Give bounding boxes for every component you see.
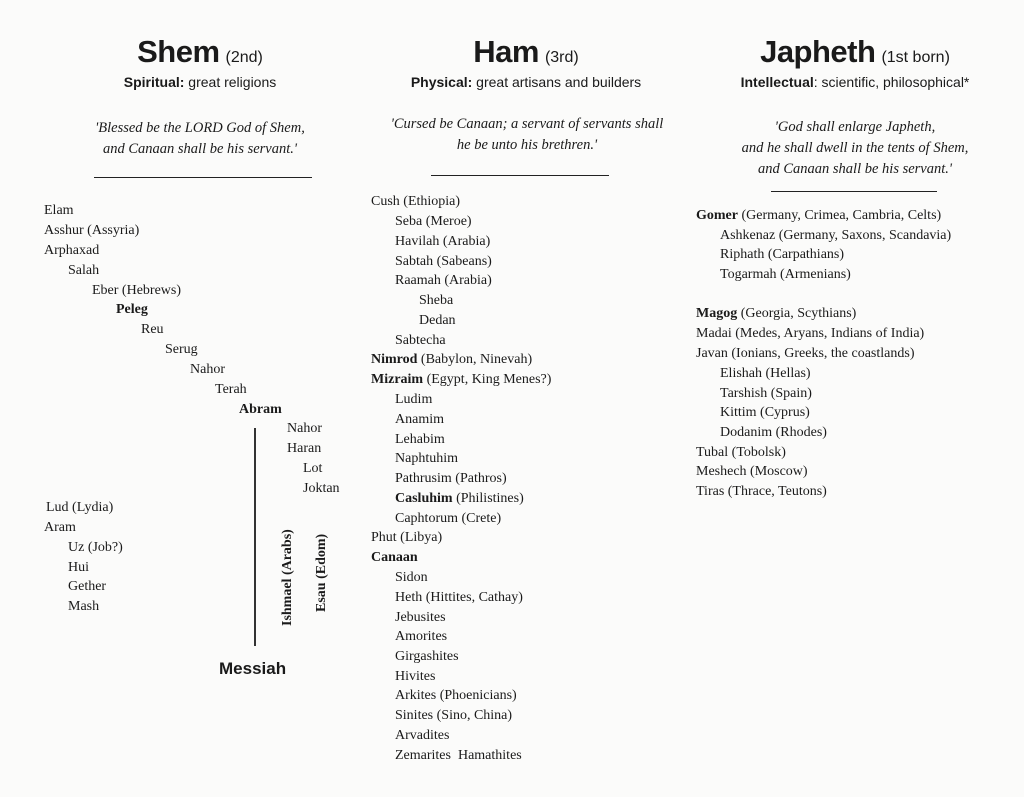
shem-verse	[60, 118, 340, 160]
japheth-descendant-name: Magog	[696, 306, 738, 321]
ham-descendant: Caphtorum (Crete)	[395, 511, 502, 526]
shem-verse-line: 'Blessed be the LORD God of Shem,	[95, 120, 305, 136]
ham-descendant: Naphtuhim	[395, 451, 458, 466]
japheth-descendant-note: (Georgia, Scythians)	[737, 306, 857, 321]
shem-descendant: Lot	[303, 461, 323, 476]
ham-descendant: Pathrusim (Pathros)	[395, 471, 507, 486]
shem-descendant: Nahor	[287, 421, 322, 436]
japheth-descendant-note: (Germany, Crimea, Cambria, Celts)	[737, 208, 942, 223]
shem-descendant: Gether	[68, 579, 107, 594]
ham-descendant	[395, 490, 524, 508]
shem-descendant: Terah	[215, 382, 247, 397]
ham-descendant: Sabtah (Sabeans)	[395, 254, 492, 269]
shem-descendant: Reu	[141, 322, 164, 337]
japheth-verse	[705, 117, 1005, 180]
ham-descendant: Seba (Meroe)	[395, 214, 472, 229]
ham-descendant-name: Nimrod	[371, 352, 418, 367]
ham-descendant: Raamah (Arabia)	[395, 273, 492, 288]
japheth-descendant-name: Gomer	[696, 208, 738, 223]
esau-label: Esau (Edom)	[314, 533, 329, 612]
japheth-descendant: Tarshish (Spain)	[720, 386, 812, 401]
japheth-descendant: Tubal (Tobolsk)	[696, 445, 786, 460]
japheth-descendant: Dodanim (Rhodes)	[720, 425, 827, 440]
ham-descendant-name: Mizraim	[371, 372, 424, 387]
shem-descendant: Mash	[68, 599, 100, 614]
japheth-title: Japheth	[760, 34, 876, 69]
ham-title: Ham	[473, 34, 539, 69]
japheth-verse-line: and he shall dwell in the tents of Shem,	[741, 140, 969, 156]
ham-verse	[366, 114, 688, 156]
ham-descendant: Lehabim	[395, 432, 445, 447]
japheth-descendant	[696, 305, 856, 323]
shem-descendant: Eber (Hebrews)	[92, 283, 182, 298]
ham-divider	[431, 175, 609, 176]
japheth-descendant: Ashkenaz (Germany, Saxons, Scandavia)	[720, 228, 952, 243]
ham-descendant: Sinites (Sino, China)	[395, 708, 513, 723]
ham-rank: (3rd)	[544, 49, 579, 66]
shem-descendant: Abram	[239, 402, 282, 417]
japheth-descendant: Riphath (Carpathians)	[720, 247, 845, 262]
japheth-trait	[705, 74, 1005, 90]
ham-descendant: Havilah (Arabia)	[395, 234, 491, 249]
messianic-line	[254, 428, 256, 646]
japheth-descendant: Elishah (Hellas)	[720, 366, 811, 381]
ham-descendant: Arkites (Phoenicians)	[395, 688, 517, 703]
ham-descendant: Girgashites	[395, 649, 459, 664]
ham-trait	[376, 74, 676, 90]
japheth-rank: (1st born)	[881, 49, 950, 66]
shem-trait	[60, 74, 340, 90]
ham-descendant: Zemarites Hamathites	[395, 748, 522, 763]
ham-descendant: Canaan	[371, 550, 418, 565]
japheth-descendant	[696, 207, 941, 225]
japheth-descendant: Javan (Ionians, Greeks, the coastlands)	[696, 346, 915, 361]
japheth-verse-line: 'God shall enlarge Japheth,	[774, 119, 936, 135]
ham-descendant: Sabtecha	[395, 333, 446, 348]
japheth-header	[705, 34, 1005, 90]
shem-header	[60, 34, 340, 90]
japheth-divider	[771, 191, 937, 192]
shem-descendant: Peleg	[116, 302, 148, 317]
ishmael-label: Ishmael (Arabs)	[280, 529, 295, 626]
ham-descendant: Phut (Libya)	[371, 530, 443, 545]
shem-descendant: Elam	[44, 203, 74, 218]
ham-descendant	[371, 371, 551, 389]
japheth-descendant: Meshech (Moscow)	[696, 464, 808, 479]
japheth-verse-line: and Canaan shall be his servant.'	[757, 161, 952, 177]
shem-title: Shem	[137, 34, 220, 69]
shem-verse-line: and Canaan shall be his servant.'	[102, 141, 297, 157]
shem-rank: (2nd)	[225, 49, 263, 66]
shem-descendant: Uz (Job?)	[68, 540, 123, 555]
messiah-label: Messiah	[219, 659, 287, 678]
ham-descendant: Dedan	[419, 313, 456, 328]
shem-descendant: Hui	[68, 560, 89, 575]
shem-divider	[94, 177, 312, 178]
ham-descendant: Arvadites	[395, 728, 450, 743]
ham-descendant-note: (Egypt, King Menes?)	[423, 372, 552, 387]
japheth-trait-text: : scientific, philosophical*	[813, 74, 970, 90]
ham-descendant: Cush (Ethiopia)	[371, 194, 461, 209]
shem-descendant: Lud (Lydia)	[46, 500, 114, 515]
ham-descendant-note: (Philistines)	[452, 491, 524, 506]
ham-descendant: Sheba	[419, 293, 454, 308]
japheth-descendant: Madai (Medes, Aryans, Indians of India)	[696, 326, 925, 341]
shem-trait-label: Spiritual:	[123, 74, 185, 90]
japheth-trait-label: Intellectual	[740, 74, 814, 90]
shem-descendant: Salah	[68, 263, 100, 278]
ham-verse-line: 'Cursed be Canaan; a servant of servants shall	[390, 116, 664, 132]
ham-trait-label: Physical:	[410, 74, 473, 90]
japheth-descendant: Tiras (Thrace, Teutons)	[696, 484, 827, 499]
shem-trait-text: great religions	[184, 74, 277, 90]
shem-descendant: Asshur (Assyria)	[44, 223, 140, 238]
ham-descendant: Heth (Hittites, Cathay)	[395, 590, 523, 605]
shem-descendant: Aram	[44, 520, 76, 535]
japheth-descendant: Kittim (Cyprus)	[720, 405, 810, 420]
ham-trait-text: great artisans and builders	[472, 74, 642, 90]
ham-descendant: Jebusites	[395, 610, 446, 625]
ham-descendant: Sidon	[395, 570, 428, 585]
shem-descendant: Joktan	[303, 481, 340, 496]
japheth-descendant: Togarmah (Armenians)	[720, 267, 851, 282]
shem-descendant: Arphaxad	[44, 243, 100, 258]
shem-descendant: Serug	[165, 342, 198, 357]
ham-descendant: Amorites	[395, 629, 448, 644]
ham-verse-line: he be unto his brethren.'	[456, 137, 598, 153]
shem-descendant: Nahor	[190, 362, 225, 377]
ham-header	[376, 34, 676, 90]
shem-descendant: Haran	[287, 441, 322, 456]
ham-descendant	[371, 351, 532, 369]
ham-descendant: Hivites	[395, 669, 436, 684]
ham-descendant: Anamim	[395, 412, 444, 427]
ham-descendant-note: (Babylon, Ninevah)	[417, 352, 533, 367]
ham-descendant-name: Casluhim	[395, 491, 453, 506]
ham-descendant: Ludim	[395, 392, 433, 407]
